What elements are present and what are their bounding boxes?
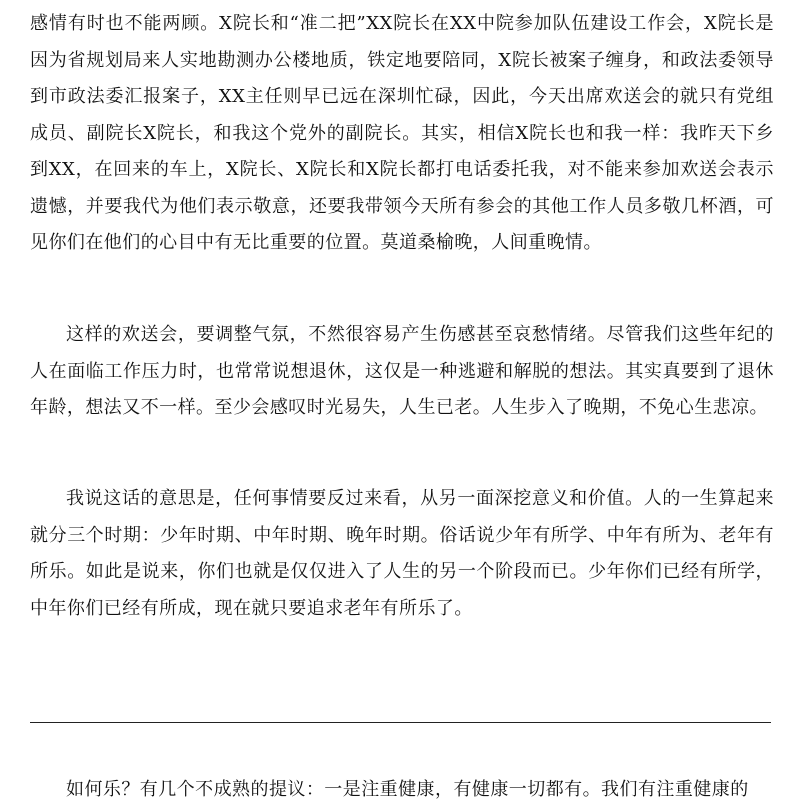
page-break-divider <box>30 722 771 723</box>
paragraph-4: 如何乐？有几个不成熟的提议：一是注重健康，有健康一切都有。我们有注重健康的 <box>66 779 749 800</box>
paragraph-2: 这样的欢送会，要调整气氛，不然很容易产生伤感甚至哀愁情绪。尽管我们这些年纪的人在面临工作压力时，也常常说想退休，这仅是一种逃避和解脱的想法。其实真要到了退休年龄，想法又不一样。至少会感叹时光易失，人生已老。人生步入了晚期，不免心生悲凉。 <box>30 324 774 418</box>
paragraph-3: 我说这话的意思是，任何事情要反过来看，从另一面深挖意义和价值。人的一生算起来就分三个时期：少年时期、中年时期、晚年时期。俗话说少年有所学、中年有所为、老年有所乐。如此是说来，你们也就是仅仅进入了人生的另一个阶段而已。少年你们已经有所学，中年你们已经有所成，现在就只要追求老年有所乐了。 <box>30 488 774 619</box>
paragraph-1: 感情有时也不能两顾。X院长和“准二把”XX院长在XX中院参加队伍建设工作会，X院长是因为省规划局来人实地勘测办公楼地质，铁定地要陪同，X院长被案子缠身，和政法委领导到市政法委汇报案子，XX主任则早已远在深圳忙碌，因此，今天出席欢送会的就只有党组成员、副院长X院长，和我这个党外的副院长。其实，相信X院长也和我一样：我昨天下乡到XX，在回来的车上，X院长、X院长和X院长都打电话委托我，对不能来参加欢送会表示遗憾，并要我代为他们表示敬意，还要我带领今天所有参会的其他工作人员多敬几杯酒，可见你们在他们的心目中有无比重要的位置。莫道桑榆晚，人间重晚情。 <box>30 13 774 253</box>
